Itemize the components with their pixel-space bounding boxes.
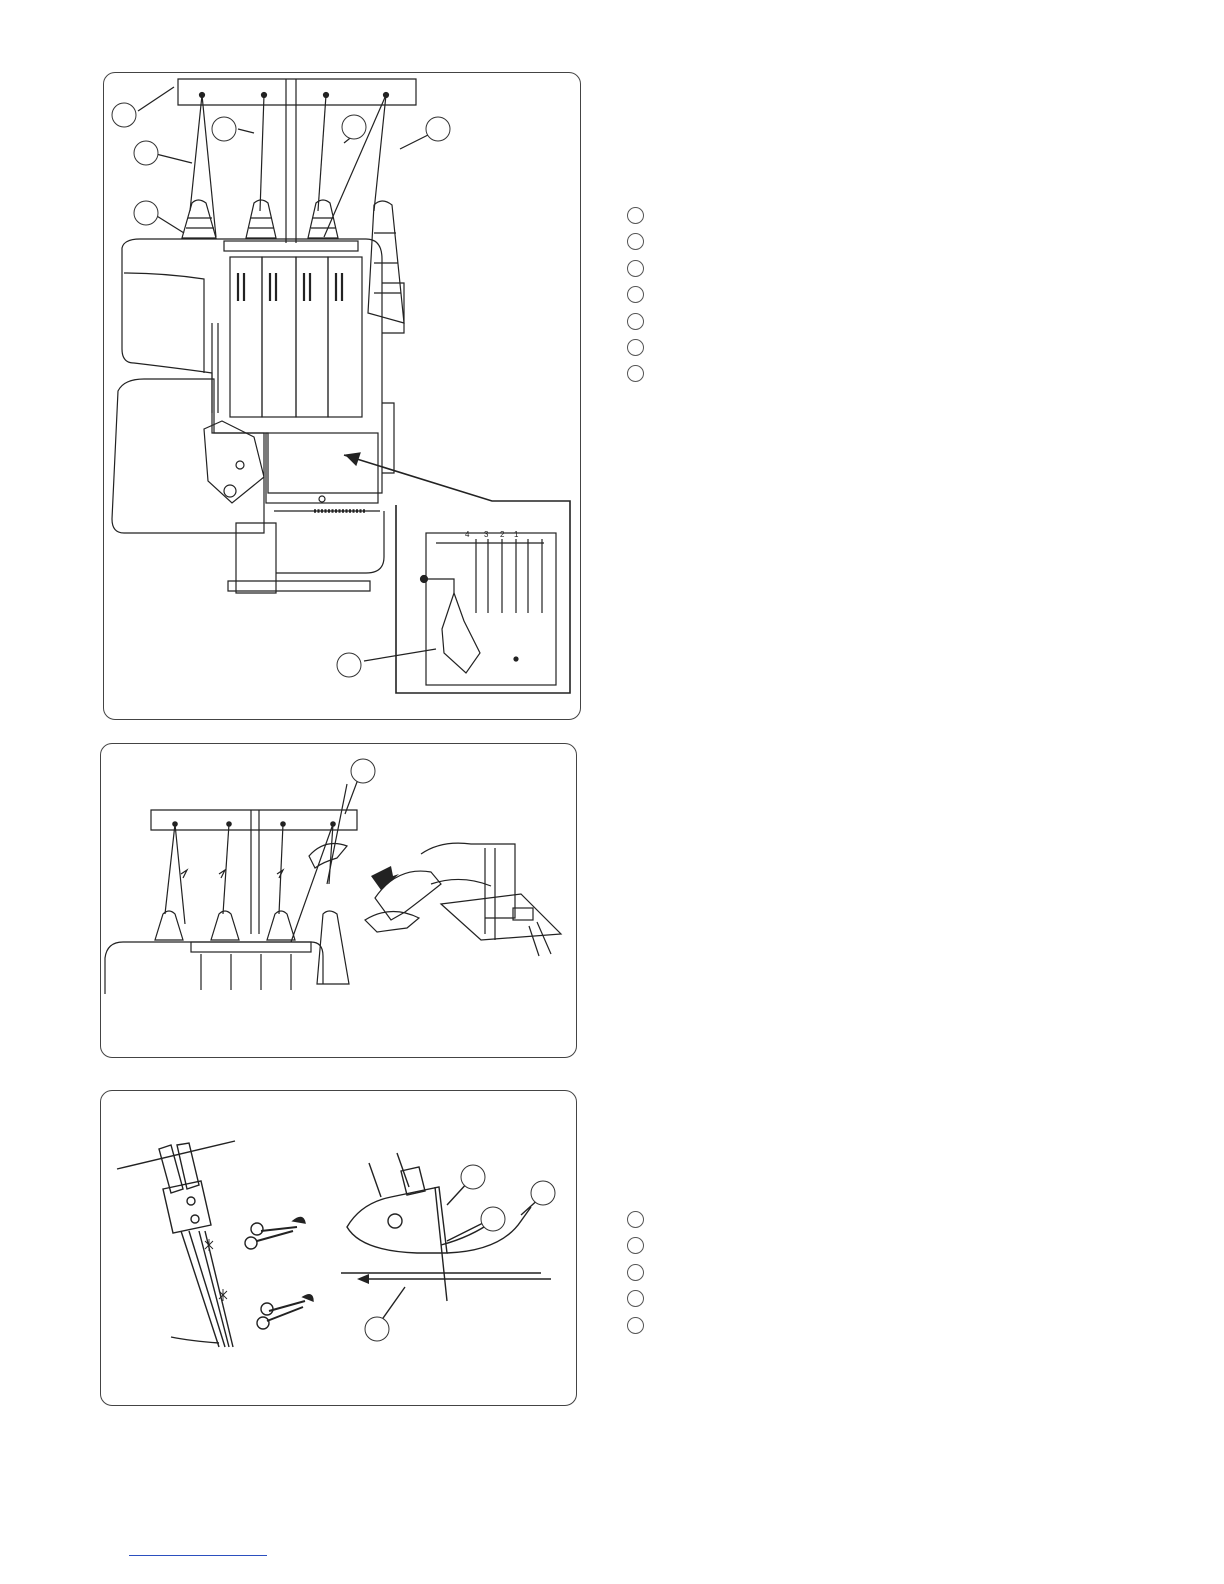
legend-marker — [627, 207, 644, 224]
figure-cut-threads — [100, 1090, 577, 1406]
callout-marker — [351, 759, 375, 783]
callout-marker — [365, 1317, 389, 1341]
legend-marker — [627, 1237, 644, 1254]
figure-threading-overview — [103, 72, 581, 720]
legend-marker — [627, 313, 644, 330]
callout-marker — [212, 117, 236, 141]
legend-marker — [627, 365, 644, 382]
legend-marker — [627, 260, 644, 277]
cut-point-marks — [205, 1239, 227, 1301]
inset-digit-3: 3 — [484, 530, 489, 539]
legend-marker — [627, 233, 644, 250]
legend-marker — [627, 1317, 644, 1334]
callout-marker — [426, 117, 450, 141]
callout-marker — [531, 1181, 555, 1205]
callout-marker — [134, 141, 158, 165]
arrow-left-icon — [357, 1274, 551, 1284]
callout-marker — [337, 653, 361, 677]
cut-threads-icons — [101, 1091, 578, 1407]
legend-marker — [627, 1211, 644, 1228]
threading-overview-callouts — [104, 73, 582, 721]
legend-marker — [627, 286, 644, 303]
arrow-up-icon — [371, 866, 399, 890]
inset-digit-2: 2 — [500, 530, 505, 539]
footer-rule — [129, 1555, 267, 1556]
callout-marker — [134, 201, 158, 225]
pull-thread-icons — [101, 744, 578, 1059]
callout-marker — [481, 1207, 505, 1231]
callout-marker — [342, 115, 366, 139]
legend-marker — [627, 1264, 644, 1281]
callout-marker — [461, 1165, 485, 1189]
inset-digit-4: 4 — [465, 530, 470, 539]
callout-marker — [112, 103, 136, 127]
figure-pull-thread — [100, 743, 577, 1058]
legend-marker — [627, 339, 644, 356]
legend-marker — [627, 1290, 644, 1307]
inset-digit-1: 1 — [514, 530, 519, 539]
